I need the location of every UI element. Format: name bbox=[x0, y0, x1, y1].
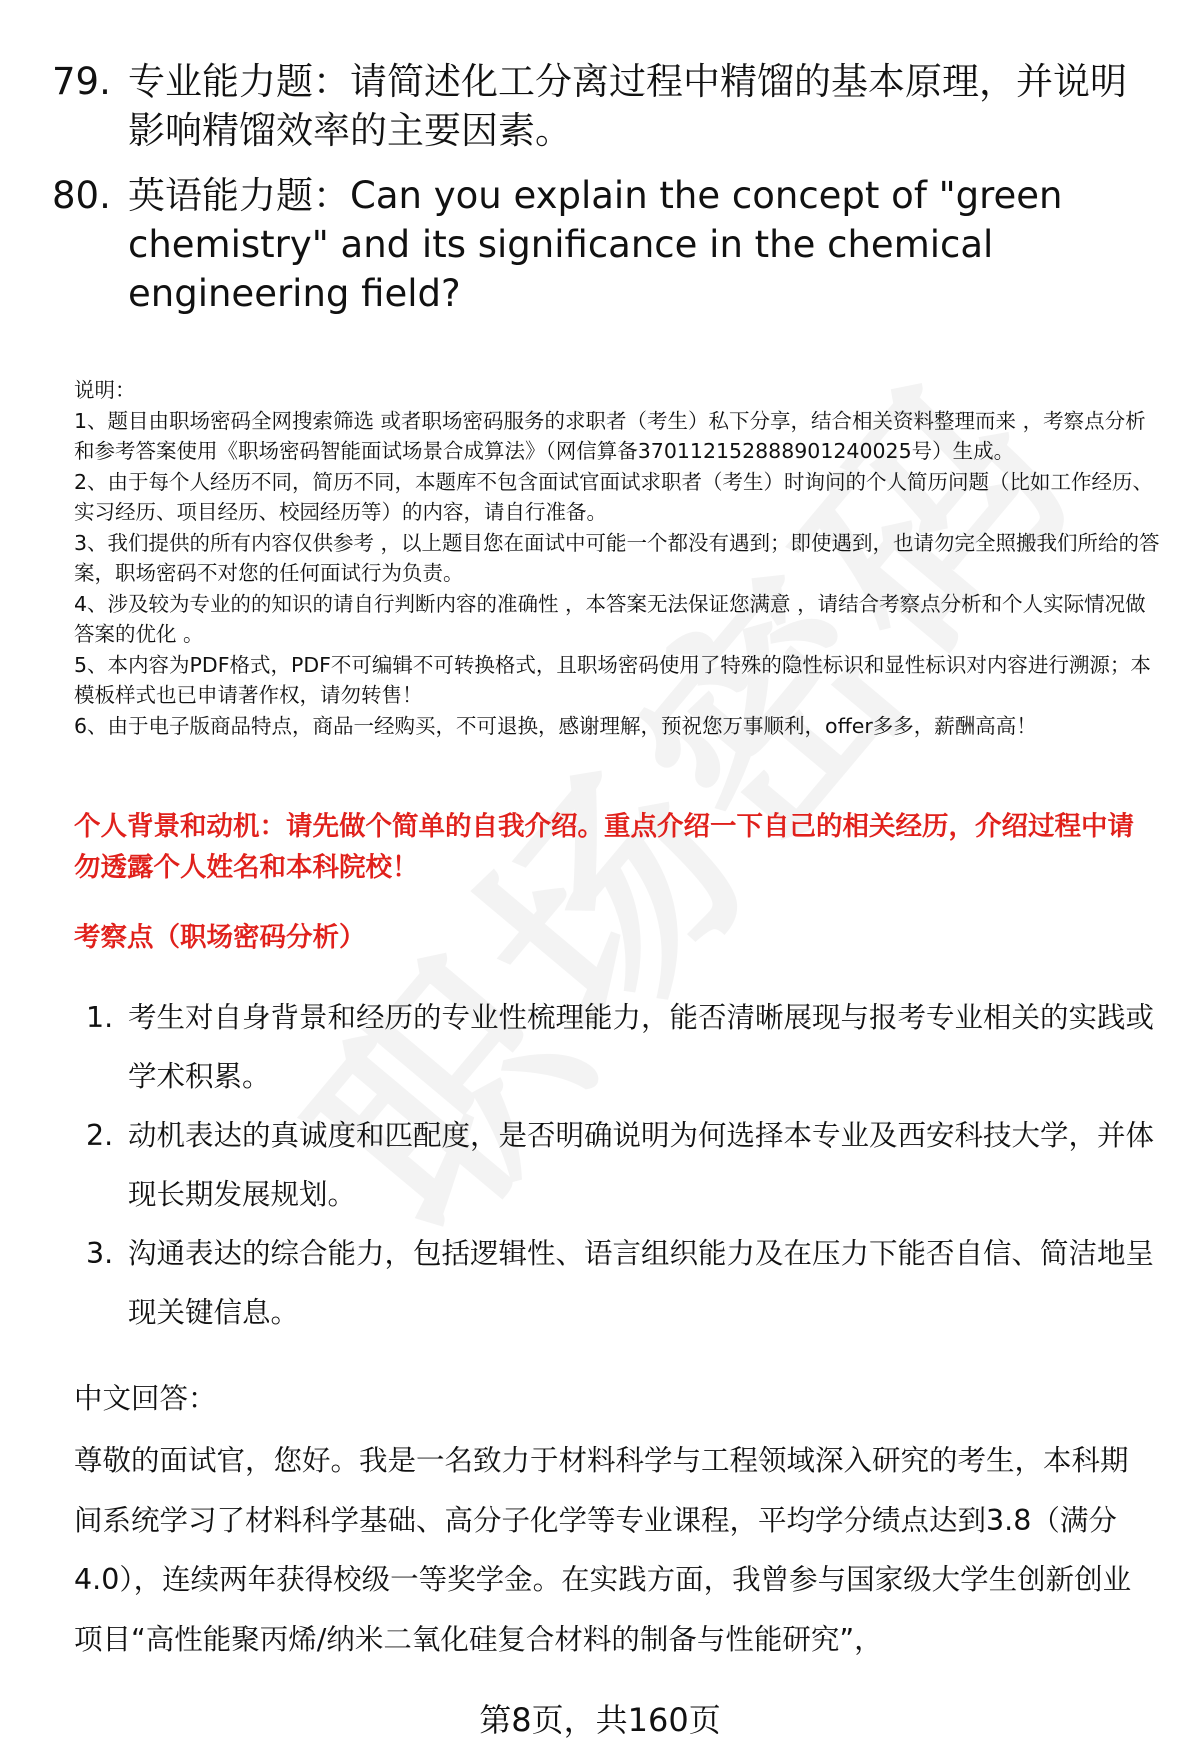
notes-item: 4、涉及较为专业的的知识的请自行判断内容的准确性 ，本答案无法保证您满意 ，请结合考察点分析和个人实际情况做答案的优化 。 bbox=[74, 591, 1146, 646]
point-number: 1. bbox=[86, 1001, 114, 1034]
notes-item: 2、由于每个人经历不同，简历不同，本题库不包含面试官面试求职者（考生）时询问的个人简历问题（比如工作经历、实习经历、项目经历、校园经历等）的内容，请自行准备。 bbox=[74, 469, 1154, 524]
point-text: 沟通表达的综合能力，包括逻辑性、语言组织能力及在压力下能否自信、简洁地呈现关键信息。 bbox=[128, 1237, 1155, 1329]
point-number: 2. bbox=[86, 1119, 114, 1152]
point-text: 动机表达的真诚度和匹配度，是否明确说明为何选择本专业及西安科技大学，并体现长期发展规划。 bbox=[128, 1119, 1155, 1211]
analysis-heading: 考察点（职场密码分析） bbox=[74, 922, 366, 953]
page-footer: 第8页，共160页 bbox=[479, 1701, 721, 1739]
notes-section bbox=[74, 375, 1164, 741]
question-number: 80. bbox=[52, 174, 111, 217]
notes-item: 6、由于电子版商品特点，商品一经购买，不可退换，感谢理解，预祝您万事顺利，offer多多，薪酬高高！ bbox=[74, 713, 1037, 738]
analysis-point bbox=[86, 988, 1156, 1106]
notes-item: 3、我们提供的所有内容仅供参考 ，以上题目您在面试中可能一个都没有遇到；即使遇到，也请勿完全照搬我们所给的答案，职场密码不对您的任何面试行为负责。 bbox=[74, 530, 1160, 585]
notes-item: 5、本内容为PDF格式，PDF不可编辑不可转换格式，且职场密码使用了特殊的隐性标识和显性标识对内容进行溯源；本模板样式也已申请著作权，请勿转售！ bbox=[74, 652, 1151, 707]
notes-title: 说明： bbox=[74, 378, 136, 402]
notes-item: 1、题目由职场密码全网搜索筛选 或者职场密码服务的求职者（考生）私下分享，结合相关资料整理而来 ，考察点分析和参考答案使用《职场密码智能面试场景合成算法》（网信算备370112152888901240025号）生成。 bbox=[74, 408, 1146, 463]
question-80 bbox=[52, 171, 1152, 318]
analysis-points bbox=[86, 988, 1156, 1342]
question-number: 79. bbox=[52, 60, 111, 103]
question-79 bbox=[52, 57, 1152, 155]
question-text: 英语能力题：Can you explain the concept of "green chemistry" and its significance in the chemical engineering field? bbox=[128, 174, 1063, 315]
answer-label: 中文回答： bbox=[74, 1382, 217, 1415]
question-text: 专业能力题：请简述化工分离过程中精馏的基本原理，并说明影响精馏效率的主要因素。 bbox=[128, 60, 1127, 152]
point-number: 3. bbox=[86, 1237, 114, 1270]
analysis-point bbox=[86, 1106, 1156, 1224]
section-heading: 个人背景和动机：请先做个简单的自我介绍。重点介绍一下自己的相关经历，介绍过程中请勿透露个人姓名和本科院校！ bbox=[74, 811, 1134, 883]
point-text: 考生对自身背景和经历的专业性梳理能力，能否清晰展现与报考专业相关的实践或学术积累。 bbox=[128, 1001, 1155, 1093]
analysis-point bbox=[86, 1224, 1156, 1342]
answer-body: 尊敬的面试官，您好。我是一名致力于材料科学与工程领域深入研究的考生，本科期间系统学习了材料科学基础、高分子化学等专业课程，平均学分绩点达到3.8（满分4.0），连续两年获得校级一等奖学金。在实践方面，我曾参与国家级大学生创新创业项目“高性能聚丙烯/纳米二氧化硅复合材料的制备与性能研究”， bbox=[74, 1444, 1132, 1656]
